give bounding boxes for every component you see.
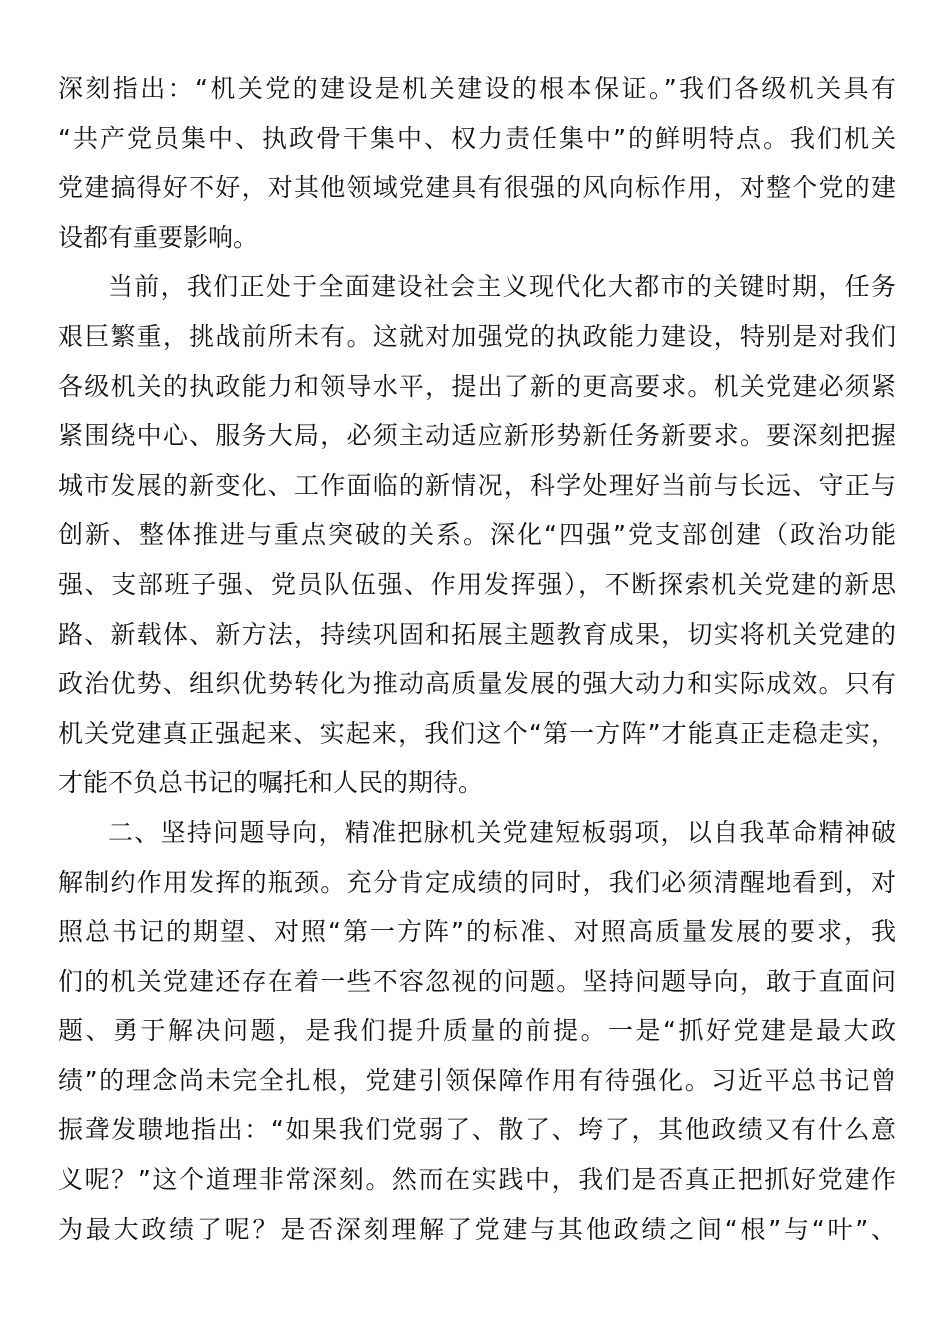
- text-line: 题、勇于解决问题，是我们提升质量的前提。一是“抓好党建是最大政: [58, 1016, 896, 1046]
- text-line: 强、支部班子强、党员队伍强、作用发挥强），不断探索机关党建的新思: [58, 569, 896, 599]
- text-line: 二、坚持问题导向，精准把脉机关党建短板弱项，以自我革命精神破: [108, 817, 896, 847]
- text-line: 政治优势、组织优势转化为推动高质量发展的强大动力和实际成效。只有: [58, 669, 896, 699]
- text-line: 当前，我们正处于全面建设社会主义现代化大都市的关键时期，任务: [108, 272, 896, 302]
- text-line: “共产党员集中、执政骨干集中、权力责任集中”的鲜明特点。我们机关: [58, 123, 896, 153]
- text-line: 设都有重要影响。: [58, 222, 259, 252]
- paragraph-1: [58, 64, 896, 262]
- text-line: 各级机关的执政能力和领导水平，提出了新的更高要求。机关党建必须紧: [58, 371, 896, 401]
- text-line: 路、新载体、新方法，持续巩固和拓展主题教育成果，切实将机关党建的: [58, 619, 896, 649]
- text-line: 才能不负总书记的嘱托和人民的期待。: [58, 768, 484, 798]
- text-line: 振聋发聩地指出：“如果我们党弱了、散了、垮了，其他政绩又有什么意: [58, 1115, 896, 1145]
- text-line: 们的机关党建还存在着一些不容忽视的问题。坚持问题导向，敢于直面问: [58, 966, 896, 996]
- paragraph-2: [58, 262, 896, 808]
- paragraph-3: [58, 808, 896, 1254]
- text-line: 创新、整体推进与重点突破的关系。深化“四强”党支部创建（政治功能: [58, 520, 896, 550]
- text-line: 机关党建真正强起来、实起来，我们这个“第一方阵”才能真正走稳走实，: [58, 718, 896, 748]
- text-line: 紧围绕中心、服务大局，必须主动适应新形势新任务新要求。要深刻把握: [58, 421, 896, 451]
- document-page: [58, 64, 896, 1254]
- text-line: 党建搞得好不好，对其他领域党建具有很强的风向标作用，对整个党的建: [58, 173, 896, 203]
- text-line: 艰巨繁重，挑战前所未有。这就对加强党的执政能力建设，特别是对我们: [58, 321, 896, 351]
- text-line: 绩”的理念尚未完全扎根，党建引领保障作用有待强化。习近平总书记曾: [58, 1065, 896, 1095]
- text-line: 义呢？”这个道理非常深刻。然而在实践中，我们是否真正把抓好党建作: [58, 1165, 896, 1195]
- text-line: 为最大政绩了呢？是否深刻理解了党建与其他政绩之间“根”与“叶”、: [58, 1214, 896, 1244]
- text-line: 照总书记的期望、对照“第一方阵”的标准、对照高质量发展的要求，我: [58, 917, 896, 947]
- text-line: 解制约作用发挥的瓶颈。充分肯定成绩的同时，我们必须清醒地看到，对: [58, 867, 896, 897]
- text-line: 深刻指出：“机关党的建设是机关建设的根本保证。”我们各级机关具有: [58, 74, 896, 103]
- text-line: 城市发展的新变化、工作面临的新情况，科学处理好当前与长远、守正与: [58, 470, 896, 500]
